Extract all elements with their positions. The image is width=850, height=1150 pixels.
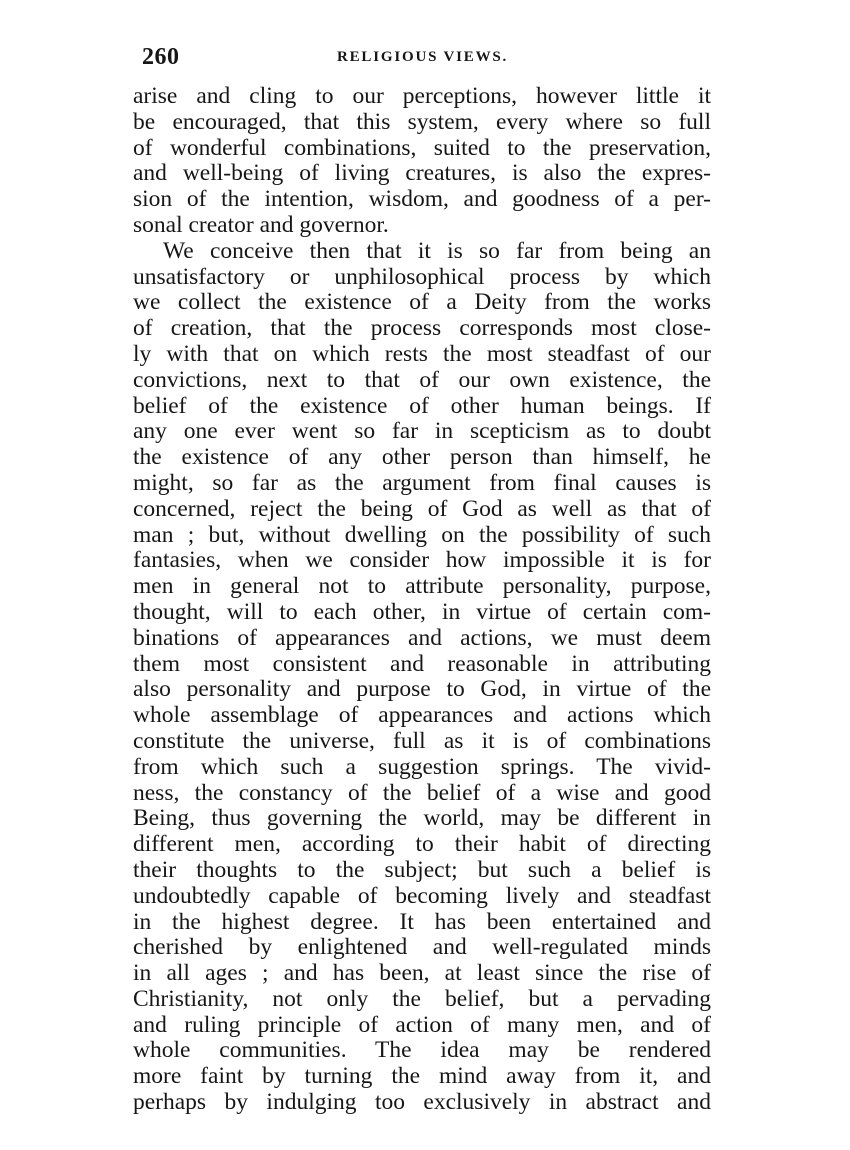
text-line: be encouraged, that this system, every where so full — [133, 108, 711, 135]
text-line: concerned, reject the being of God as well as that of — [133, 495, 711, 522]
running-head — [142, 42, 710, 72]
text-line: of wonderful combinations, suited to the preservation, — [133, 134, 711, 161]
text-line: perhaps by indulging too exclusively in abstract and — [133, 1089, 711, 1116]
text-line: We conceive then that it is so far from being an — [163, 237, 711, 264]
text-line: convictions, next to that of our own existence, the — [133, 366, 711, 393]
paragraph-main — [133, 239, 711, 1116]
text-line: their thoughts to the subject; but such a belief is — [133, 856, 711, 883]
text-line: them most consistent and reasonable in attributing — [133, 650, 711, 677]
text-line: sonal creator and governor. — [133, 211, 389, 238]
text-line: we collect the existence of a Deity from the works — [133, 289, 711, 316]
text-line: thought, will to each other, in virtue of certain com- — [133, 598, 711, 625]
text-line: Being, thus governing the world, may be different in — [133, 805, 711, 832]
text-line: and well-being of living creatures, is also the expres- — [133, 160, 711, 187]
text-line: ness, the constancy of the belief of a wise and good — [133, 779, 711, 806]
text-line: in all ages ; and has been, at least since the rise of — [133, 960, 711, 987]
body-text — [133, 84, 711, 1116]
text-line: different men, according to their habit of directing — [133, 831, 711, 858]
text-line: in the highest degree. It has been entertained and — [133, 908, 711, 935]
text-line: men in general not to attribute personality, purpose, — [133, 573, 711, 600]
text-line: binations of appearances and actions, we must deem — [133, 624, 711, 651]
text-line: unsatisfactory or unphilosophical process by which — [133, 263, 711, 290]
text-line: might, so far as the argument from final causes is — [133, 469, 711, 496]
running-title: RELIGIOUS VIEWS. — [337, 49, 509, 65]
text-line: the existence of any other person than himself, he — [133, 444, 711, 471]
text-line: of creation, that the process corresponds most close- — [133, 315, 711, 342]
text-line: ly with that on which rests the most steadfast of our — [133, 340, 711, 367]
text-line: any one ever went so far in scepticism as to doubt — [133, 418, 711, 445]
page-number: 260 — [142, 44, 180, 70]
text-line: constitute the universe, full as it is of combinations — [133, 727, 711, 754]
text-line: also personality and purpose to God, in virtue of the — [133, 676, 711, 703]
text-line: from which such a suggestion springs. The vivid- — [133, 753, 711, 780]
text-line: and ruling principle of action of many men, and of — [133, 1011, 711, 1038]
text-line: whole communities. The idea may be rendered — [133, 1037, 711, 1064]
text-line: undoubtedly capable of becoming lively and steadfast — [133, 882, 711, 909]
text-line: fantasies, when we consider how impossible it is for — [133, 547, 711, 574]
text-line: sion of the intention, wisdom, and goodness of a per- — [133, 186, 711, 213]
text-line: Christianity, not only the belief, but a pervading — [133, 985, 711, 1012]
paragraph-continued — [133, 84, 711, 239]
text-line: whole assemblage of appearances and actions which — [133, 702, 711, 729]
text-line: man ; but, without dwelling on the possibility of such — [133, 521, 711, 548]
text-line: cherished by enlightened and well-regulated minds — [133, 934, 711, 961]
text-line: belief of the existence of other human beings. If — [133, 392, 711, 419]
text-line: arise and cling to our perceptions, however little it — [133, 83, 711, 109]
text-line: more faint by turning the mind away from it, and — [133, 1063, 711, 1090]
